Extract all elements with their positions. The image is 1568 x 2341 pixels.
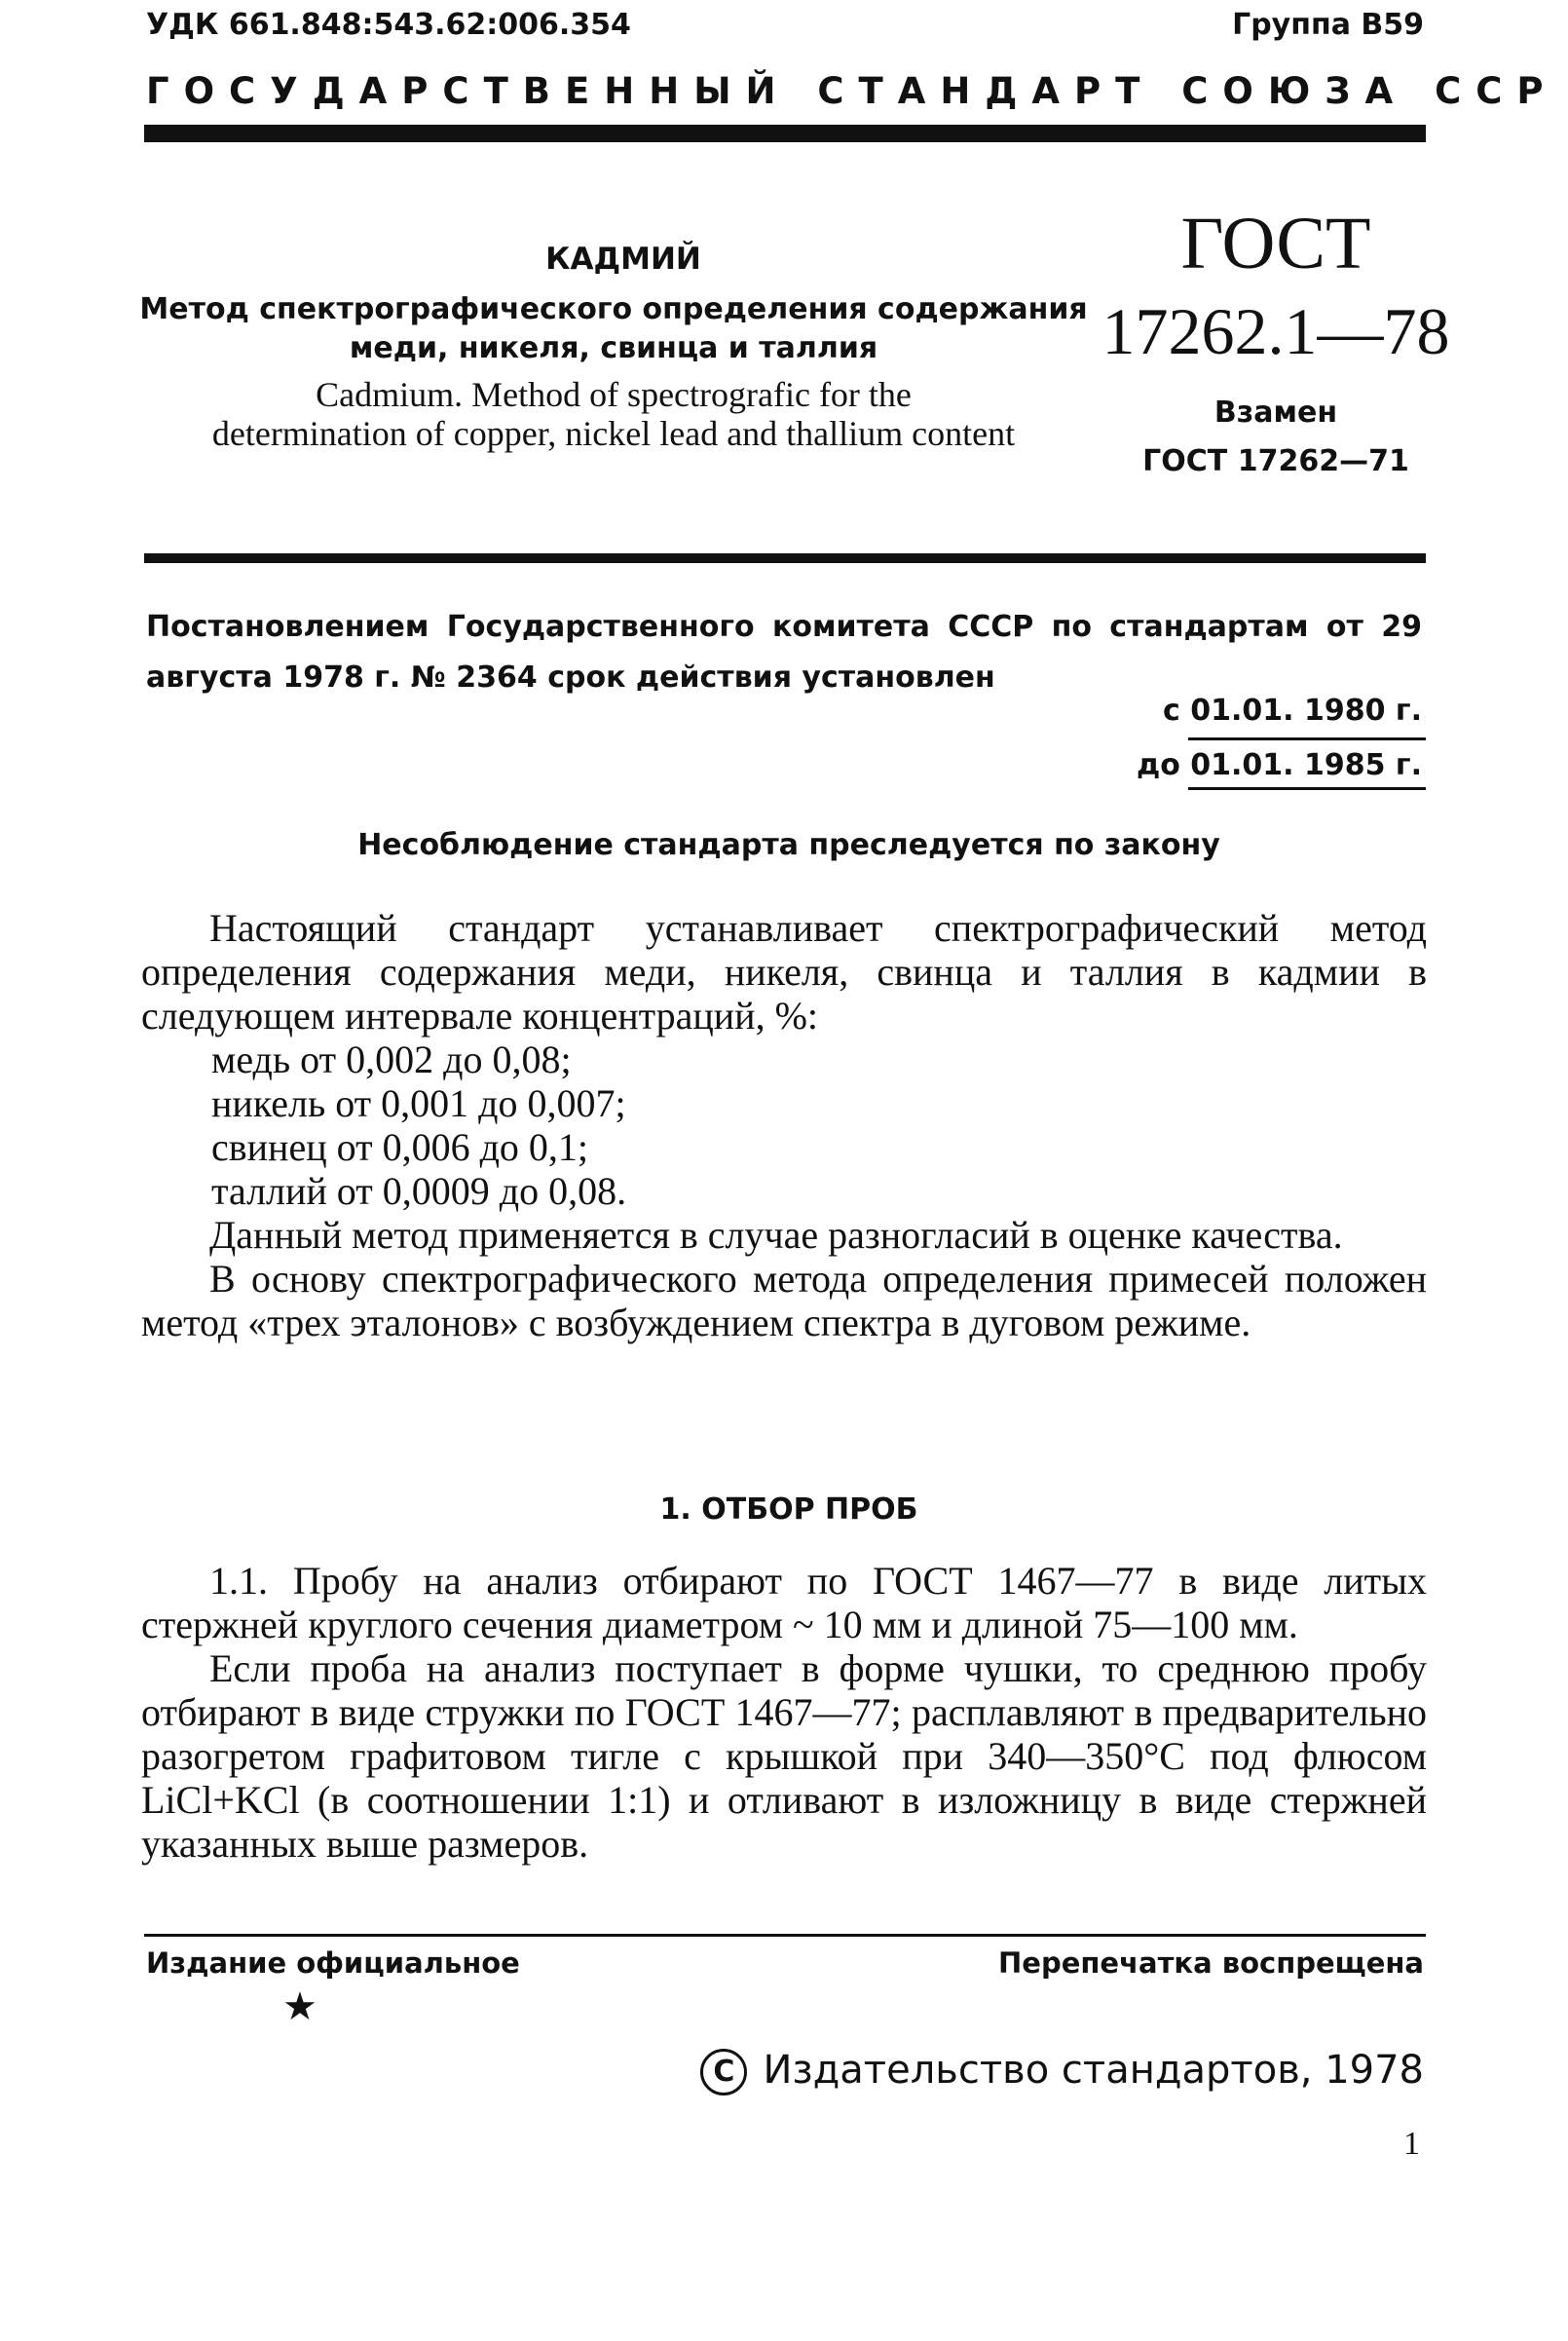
- state-standard-banner: ГОСУДАРСТВЕННЫЙ СТАНДАРТ СОЮЗА ССР: [146, 70, 1558, 112]
- concentration-item-nickel: никель от 0,001 до 0,007;: [211, 1081, 626, 1125]
- page-number: 1: [1403, 2126, 1420, 2162]
- replaces-label: Взамен: [1213, 396, 1338, 430]
- concentration-item-thallium: таллий от 0,0009 до 0,08.: [211, 1169, 627, 1213]
- document-subtitle: [136, 290, 1091, 368]
- reprint-prohibited-label: Перепечатка воспрещена: [998, 1946, 1424, 1980]
- concentration-item-lead: свинец от 0,006 до 0,1;: [211, 1125, 589, 1169]
- english-line-2: determination of copper, nickel lead and thallium content: [211, 414, 1016, 453]
- copyright-icon: C: [700, 2049, 747, 2096]
- section-heading: 1. ОТБОР ПРОБ: [659, 1492, 918, 1527]
- intro-paragraph-3: В основу спектрографического метода определения примесей положен метод «трех эталонов» с возбуждением спектра в дуговом режиме.: [141, 1257, 1427, 1344]
- valid-from-date: с 01.01. 1980 г.: [1163, 694, 1422, 728]
- section-paragraph-2: Если проба на анализ поступает в форме чушки, то среднюю пробу отбирают в виде стружки по ГОСТ 1467—77; расплавляют в предварительно разогретом графитовом тигле с крышкой при 340—350°С под флюсом LiCl+KCl (в соотношении 1:1) и отливают в изложницу в виде стержней указанных выше размеров.: [141, 1646, 1427, 1866]
- copyright-text: Издательство стандартов, 1978: [763, 2048, 1424, 2093]
- decree-text: Постановлением Государственного комитета СССР по стандартам от 29 августа 1978 г. № 2364 срок действия установлен: [146, 610, 1422, 695]
- valid-to-date: до 01.01. 1985 г.: [1136, 748, 1422, 782]
- intro-paragraph-2: Данный метод применяется в случае разногласий в оценке качества.: [209, 1213, 1343, 1257]
- gost-label: ГОСТ: [1180, 203, 1371, 284]
- gost-number: 17262.1—78: [1101, 294, 1450, 368]
- star-icon: ★: [282, 1984, 317, 2028]
- concentration-item-copper: медь от 0,002 до 0,08;: [211, 1038, 572, 1081]
- section-paragraph-1: 1.1. Пробу на анализ отбирают по ГОСТ 1467—77 в виде литых стержней круглого сечения диаметром ~ 10 мм и длиной 75—100 мм.: [141, 1559, 1427, 1646]
- official-edition-label: Издание официальное: [146, 1946, 520, 1980]
- valid-from-underline: [1188, 737, 1426, 740]
- document-title: КАДМИЙ: [545, 242, 701, 277]
- subtitle-line-2: меди, никеля, свинца и таллия: [349, 331, 878, 365]
- introduction: [141, 906, 1427, 1344]
- group-code: Группа В59: [1232, 8, 1424, 42]
- legal-warning: Несоблюдение стандарта преследуется по закону: [357, 828, 1220, 862]
- section-body: [141, 1559, 1427, 1866]
- intro-paragraph: Настоящий стандарт устанавливает спектрографический метод определения содержания меди, никеля, свинца и таллия в кадмии в следующем интервале концентраций, %:: [141, 906, 1427, 1038]
- top-divider: [144, 125, 1426, 142]
- udk-code: УДК 661.848:543.62:006.354: [146, 8, 631, 42]
- footer-divider: [144, 1934, 1426, 1937]
- header-divider: [144, 553, 1426, 563]
- subtitle-line-1: Метод спектрографического определения содержания: [139, 292, 1088, 326]
- replaces-value: ГОСТ 17262—71: [1142, 444, 1409, 478]
- english-title: [136, 375, 1091, 453]
- english-line-1: Cadmium. Method of spectrografic for the: [316, 375, 912, 414]
- copyright-notice: [700, 2048, 1424, 2096]
- valid-to-underline: [1188, 787, 1426, 790]
